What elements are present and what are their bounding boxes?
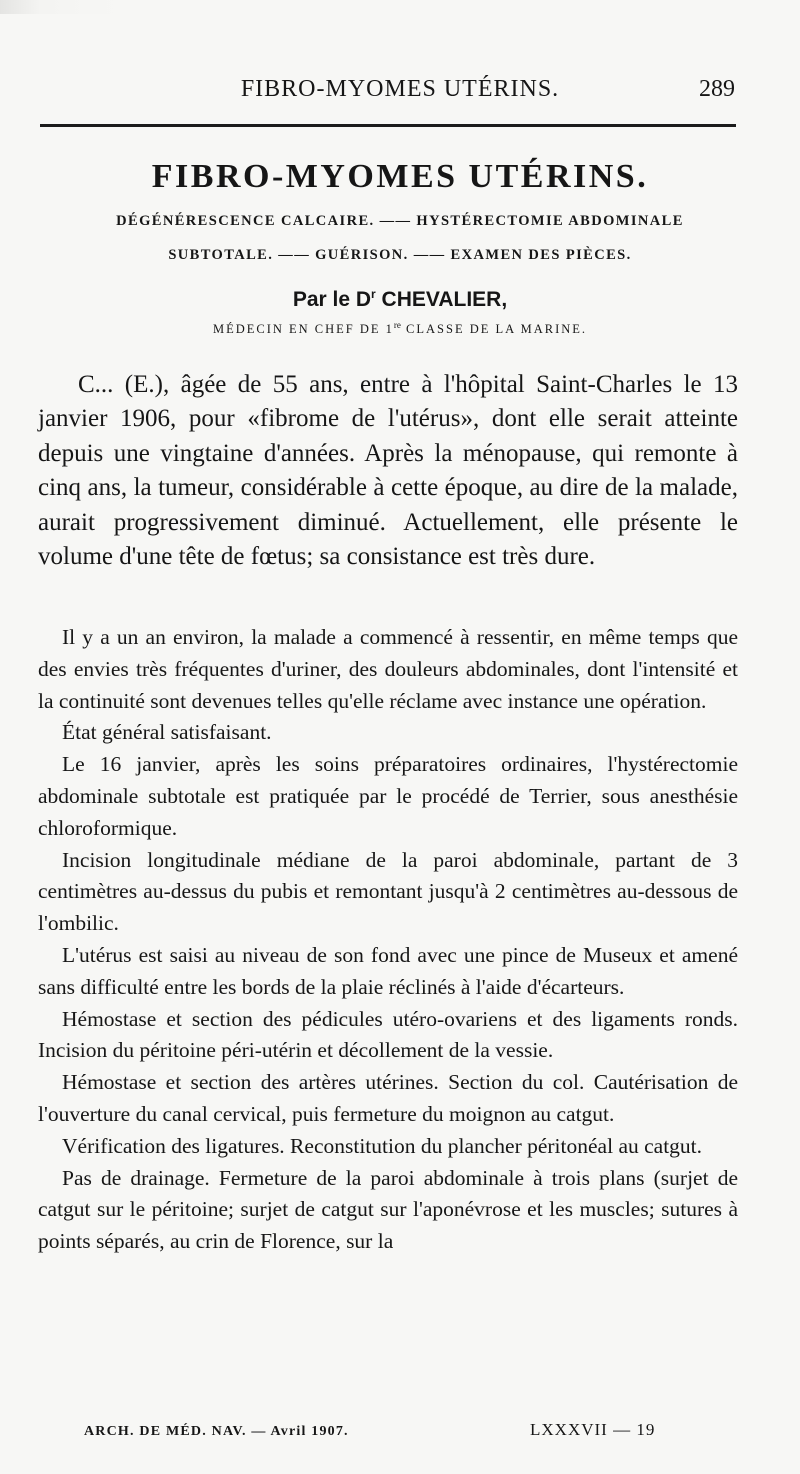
affiliation-sup: re xyxy=(393,320,401,330)
article-title: FIBRO-MYOMES UTÉRINS. xyxy=(151,158,649,195)
author-name: CHEVALIER, xyxy=(375,288,508,311)
footer-signature: LXXXVII — 19 xyxy=(530,1420,656,1439)
scan-edge xyxy=(0,0,800,14)
running-title: FIBRO-MYOMES UTÉRINS. xyxy=(240,76,560,102)
author-affiliation xyxy=(0,320,800,337)
page-number: 289 xyxy=(699,76,735,102)
body-paragraph: L'utérus est saisi au niveau de son fond avec une pince de Museux et amené sans difficulté entre les bords de la plaie réclinés à l'aide d'écarteurs. xyxy=(38,942,738,999)
author-sup: r xyxy=(371,287,376,301)
body-paragraph: Incision longitudinale médiane de la paroi abdominale, partant de 3 centimètres au-dessus du pubis et remontant jusqu'à 2 centimètres au-dessous de l'ombilic. xyxy=(38,847,738,936)
header-rule xyxy=(40,124,736,127)
body-paragraph: Hémostase et section des pédicules utéro-ovariens et des ligaments ronds. Incision du péritoine péri-utérin et décollement de la vessie. xyxy=(38,1006,738,1063)
body-paragraph: Le 16 janvier, après les soins préparatoires ordinaires, l'hystérectomie abdominale subtotale est pratiquée par le procédé de Terrier, sous anesthésie chloroformique. xyxy=(38,752,738,840)
body-text xyxy=(38,622,738,1258)
intro-paragraph: C... (E.), âgée de 55 ans, entre à l'hôpital Saint-Charles le 13 janvier 1906, pour «fibrome de l'utérus», dont elle serait atteinte depuis une vingtaine d'années. Après la ménopause, qui remonte à cinq ans, la tumeur, considérable à cette époque, au dire de la malade, aurait progressivement diminué. Actuellement, elle présente le volume d'une tête de fœtus; sa consistance est très dure. xyxy=(38,371,738,571)
affiliation-part-a: MÉDECIN EN CHEF DE 1 xyxy=(212,322,394,337)
author-line xyxy=(0,287,800,312)
running-head xyxy=(0,76,800,106)
body-paragraph: Hémostase et section des artères utérines. Section du col. Cautérisation de l'ouverture du canal cervical, puis fermeture du moignon au catgut. xyxy=(38,1070,738,1126)
author-prefix: Par le D xyxy=(292,288,372,311)
affiliation-part-b: CLASSE DE LA MARINE. xyxy=(400,322,588,337)
footer-journal: ARCH. DE MÉD. NAV. — Avril 1907. xyxy=(84,1424,349,1439)
article-subtitle-line2: SUBTOTALE. —— GUÉRISON. —— EXAMEN DES PIÈCES. xyxy=(168,247,632,263)
body-paragraph: Il y a un an environ, la malade a commencé à ressentir, en même temps que des envies très fréquentes d'uriner, des douleurs abdominales, dont l'intensité et la continuité sont devenues telles qu'elle réclame avec instance une opération. xyxy=(38,625,738,713)
body-paragraph: Vérification des ligatures. Reconstitution du plancher péritonéal au catgut. xyxy=(62,1133,703,1158)
article-subtitle-line1: DÉGÉNÉRESCENCE CALCAIRE. —— HYSTÉRECTOMIE ABDOMINALE xyxy=(116,213,684,229)
body-paragraph: Pas de drainage. Fermeture de la paroi abdominale à trois plans (surjet de catgut sur le péritoine; surjet de catgut sur l'aponévrose et les muscles; sutures à points séparés, au crin de Florence, sur la xyxy=(38,1165,738,1254)
body-paragraph: État général satisfaisant. xyxy=(62,720,272,745)
